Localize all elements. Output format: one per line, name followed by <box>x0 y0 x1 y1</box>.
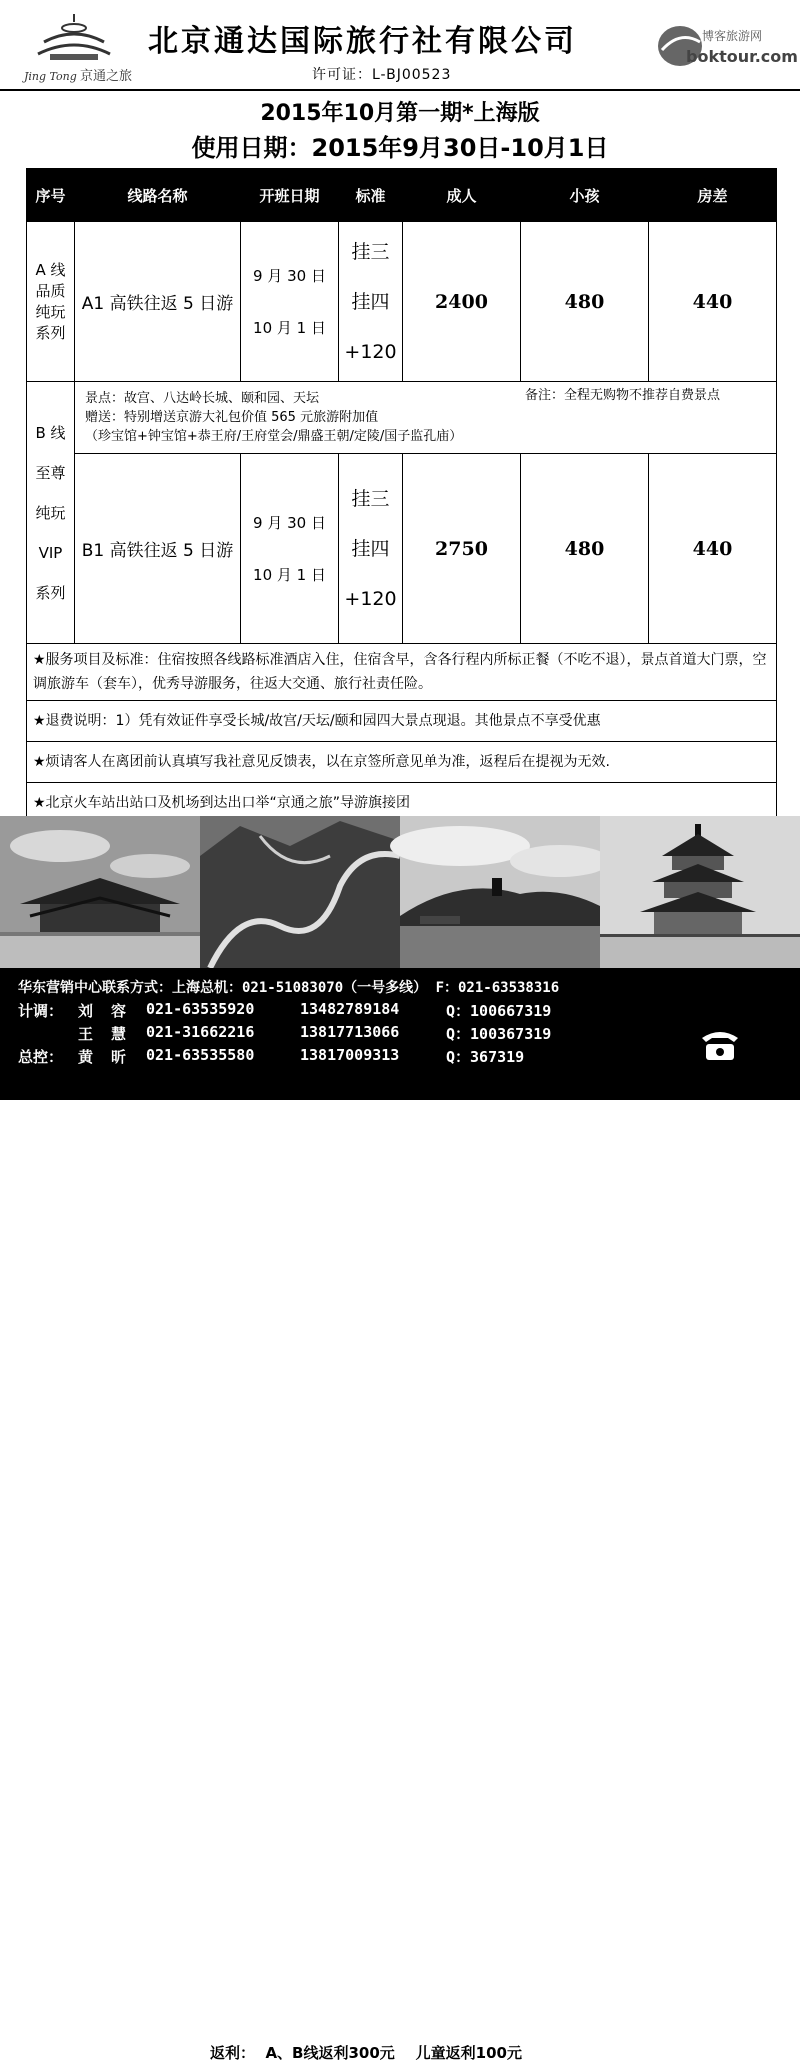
service-note: ★服务项目及标准：住宿按照各线路标准酒店入住，住宿含早，含各行程内所标正餐（不吃不退），景点首道大门票，空调旅游车（套车），优秀导游服务，往返大交通、旅行社责任险。 <box>27 644 777 701</box>
table-row-b-info <box>27 382 777 454</box>
contact-tel-3: 021-63535580 <box>146 1046 255 1064</box>
contact-qq-1: Q：100667319 <box>446 1002 552 1020</box>
contact-name-2: 王 慧 <box>78 1025 127 1043</box>
scenic-spots: 景点：故宫、八达岭长城、颐和园、天坛 <box>85 391 320 406</box>
header-date: 开班日期 <box>241 169 339 222</box>
note-row-feedback <box>27 742 777 783</box>
series-b: B 线 至尊 纯玩 VIP 系列 <box>27 382 75 644</box>
summer-palace-photo <box>400 816 600 968</box>
dates-b: 9 月 30 日 10 月 1 日 <box>241 454 339 644</box>
price-child-b: 480 <box>521 454 649 644</box>
dates-a: 9 月 30 日 10 月 1 日 <box>241 222 339 382</box>
contact-qq-2: Q：100367319 <box>446 1025 552 1043</box>
contact-mobile-3: 13817009313 <box>300 1046 400 1064</box>
standard-a: 挂三 挂四 +120 <box>339 222 403 382</box>
header-index: 序号 <box>27 169 75 222</box>
header-route: 线路名称 <box>75 169 241 222</box>
svg-text:京通之旅: 京通之旅 <box>80 69 133 84</box>
contact-role-1: 计调： <box>18 1002 64 1020</box>
feedback-note: ★烦请客人在离团前认真填写我社意见反馈表，以在京签所意见单为准，返程后在提视为无效. <box>27 742 777 783</box>
note-row-service <box>27 644 777 701</box>
header-divider <box>0 89 800 91</box>
header <box>0 0 800 92</box>
great-wall-photo <box>200 816 400 968</box>
price-table <box>26 168 777 824</box>
photo-strip <box>0 816 800 968</box>
table-header-row <box>27 169 777 222</box>
contact-qq-3: Q：367319 <box>446 1048 525 1066</box>
telephone-icon <box>698 1024 742 1064</box>
company-name: 北京通达国际旅行社有限公司 <box>148 24 577 59</box>
scenic-info <box>75 382 777 454</box>
issue-title: 2015年10月第一期*上海版 <box>260 101 540 126</box>
pickup-note: ★北京火车站出站口及机场到达出口举“京通之旅”导游旗接团 <box>27 783 777 824</box>
svg-text:Jing Tong: Jing Tong <box>24 70 77 83</box>
price-adult-b: 2750 <box>403 454 521 644</box>
gift-info: 赠送：特别增送京游大礼包价值 565 元旅游附加值 <box>85 410 379 425</box>
temple-logo-icon <box>14 8 134 86</box>
header-adult: 成人 <box>403 169 521 222</box>
contact-mobile-2: 13817713066 <box>300 1023 400 1041</box>
contact-tel-2: 021-31662216 <box>146 1023 255 1041</box>
contact-tel-1: 021-63535920 <box>146 1000 255 1018</box>
table-row-a <box>27 222 777 382</box>
license-number: 许可证：L-BJ00523 <box>312 67 452 83</box>
price-child-a: 480 <box>521 222 649 382</box>
price-room-b: 440 <box>649 454 777 644</box>
header-standard: 标准 <box>339 169 403 222</box>
price-room-a: 440 <box>649 222 777 382</box>
contact-role-3: 总控： <box>18 1048 64 1066</box>
route-b1: B1 高铁往返 5 日游 <box>75 454 241 644</box>
svg-text:boktour.com: boktour.com <box>686 47 798 66</box>
contact-name-3: 黄 昕 <box>78 1048 127 1066</box>
price-adult-a: 2400 <box>403 222 521 382</box>
svg-text:博客旅游网: 博客旅游网 <box>702 29 763 43</box>
contact-mobile-1: 13482789184 <box>300 1000 400 1018</box>
rebate-bar <box>0 2036 800 2068</box>
temple-of-heaven-photo <box>600 816 800 968</box>
center-contact-line: 华东营销中心联系方式：上海总机：021-51083070（一号多线） F：021-63538316 <box>18 980 560 996</box>
header-room-diff: 房差 <box>649 169 777 222</box>
refund-note: ★退费说明：1）凭有效证件享受长城/故宫/天坛/颐和园四大景点现退。其他景点不享受优惠 <box>27 701 777 742</box>
route-a1: A1 高铁往返 5 日游 <box>75 222 241 382</box>
standard-b: 挂三 挂四 +120 <box>339 454 403 644</box>
contact-footer <box>0 968 800 2062</box>
series-a: A 线 品质 纯玩 系列 <box>27 222 75 382</box>
note-row-refund <box>27 701 777 742</box>
forbidden-city-photo <box>0 816 200 968</box>
header-child: 小孩 <box>521 169 649 222</box>
table-row-b <box>27 454 777 644</box>
gift-detail: （珍宝馆+钟宝馆+恭王府/王府堂会/鼎盛王朝/定陵/国子监孔庙） <box>85 429 463 444</box>
boktour-logo-icon <box>656 20 798 70</box>
contact-name-1: 刘 容 <box>78 1002 127 1020</box>
rebate-text: 返利： A、B线返利300元 儿童返利100元 <box>210 2044 522 2062</box>
remark: 备注：全程无购物不推荐自费景点 <box>525 388 721 403</box>
usage-date-title: 使用日期：2015年9月30日-10月1日 <box>191 134 609 162</box>
